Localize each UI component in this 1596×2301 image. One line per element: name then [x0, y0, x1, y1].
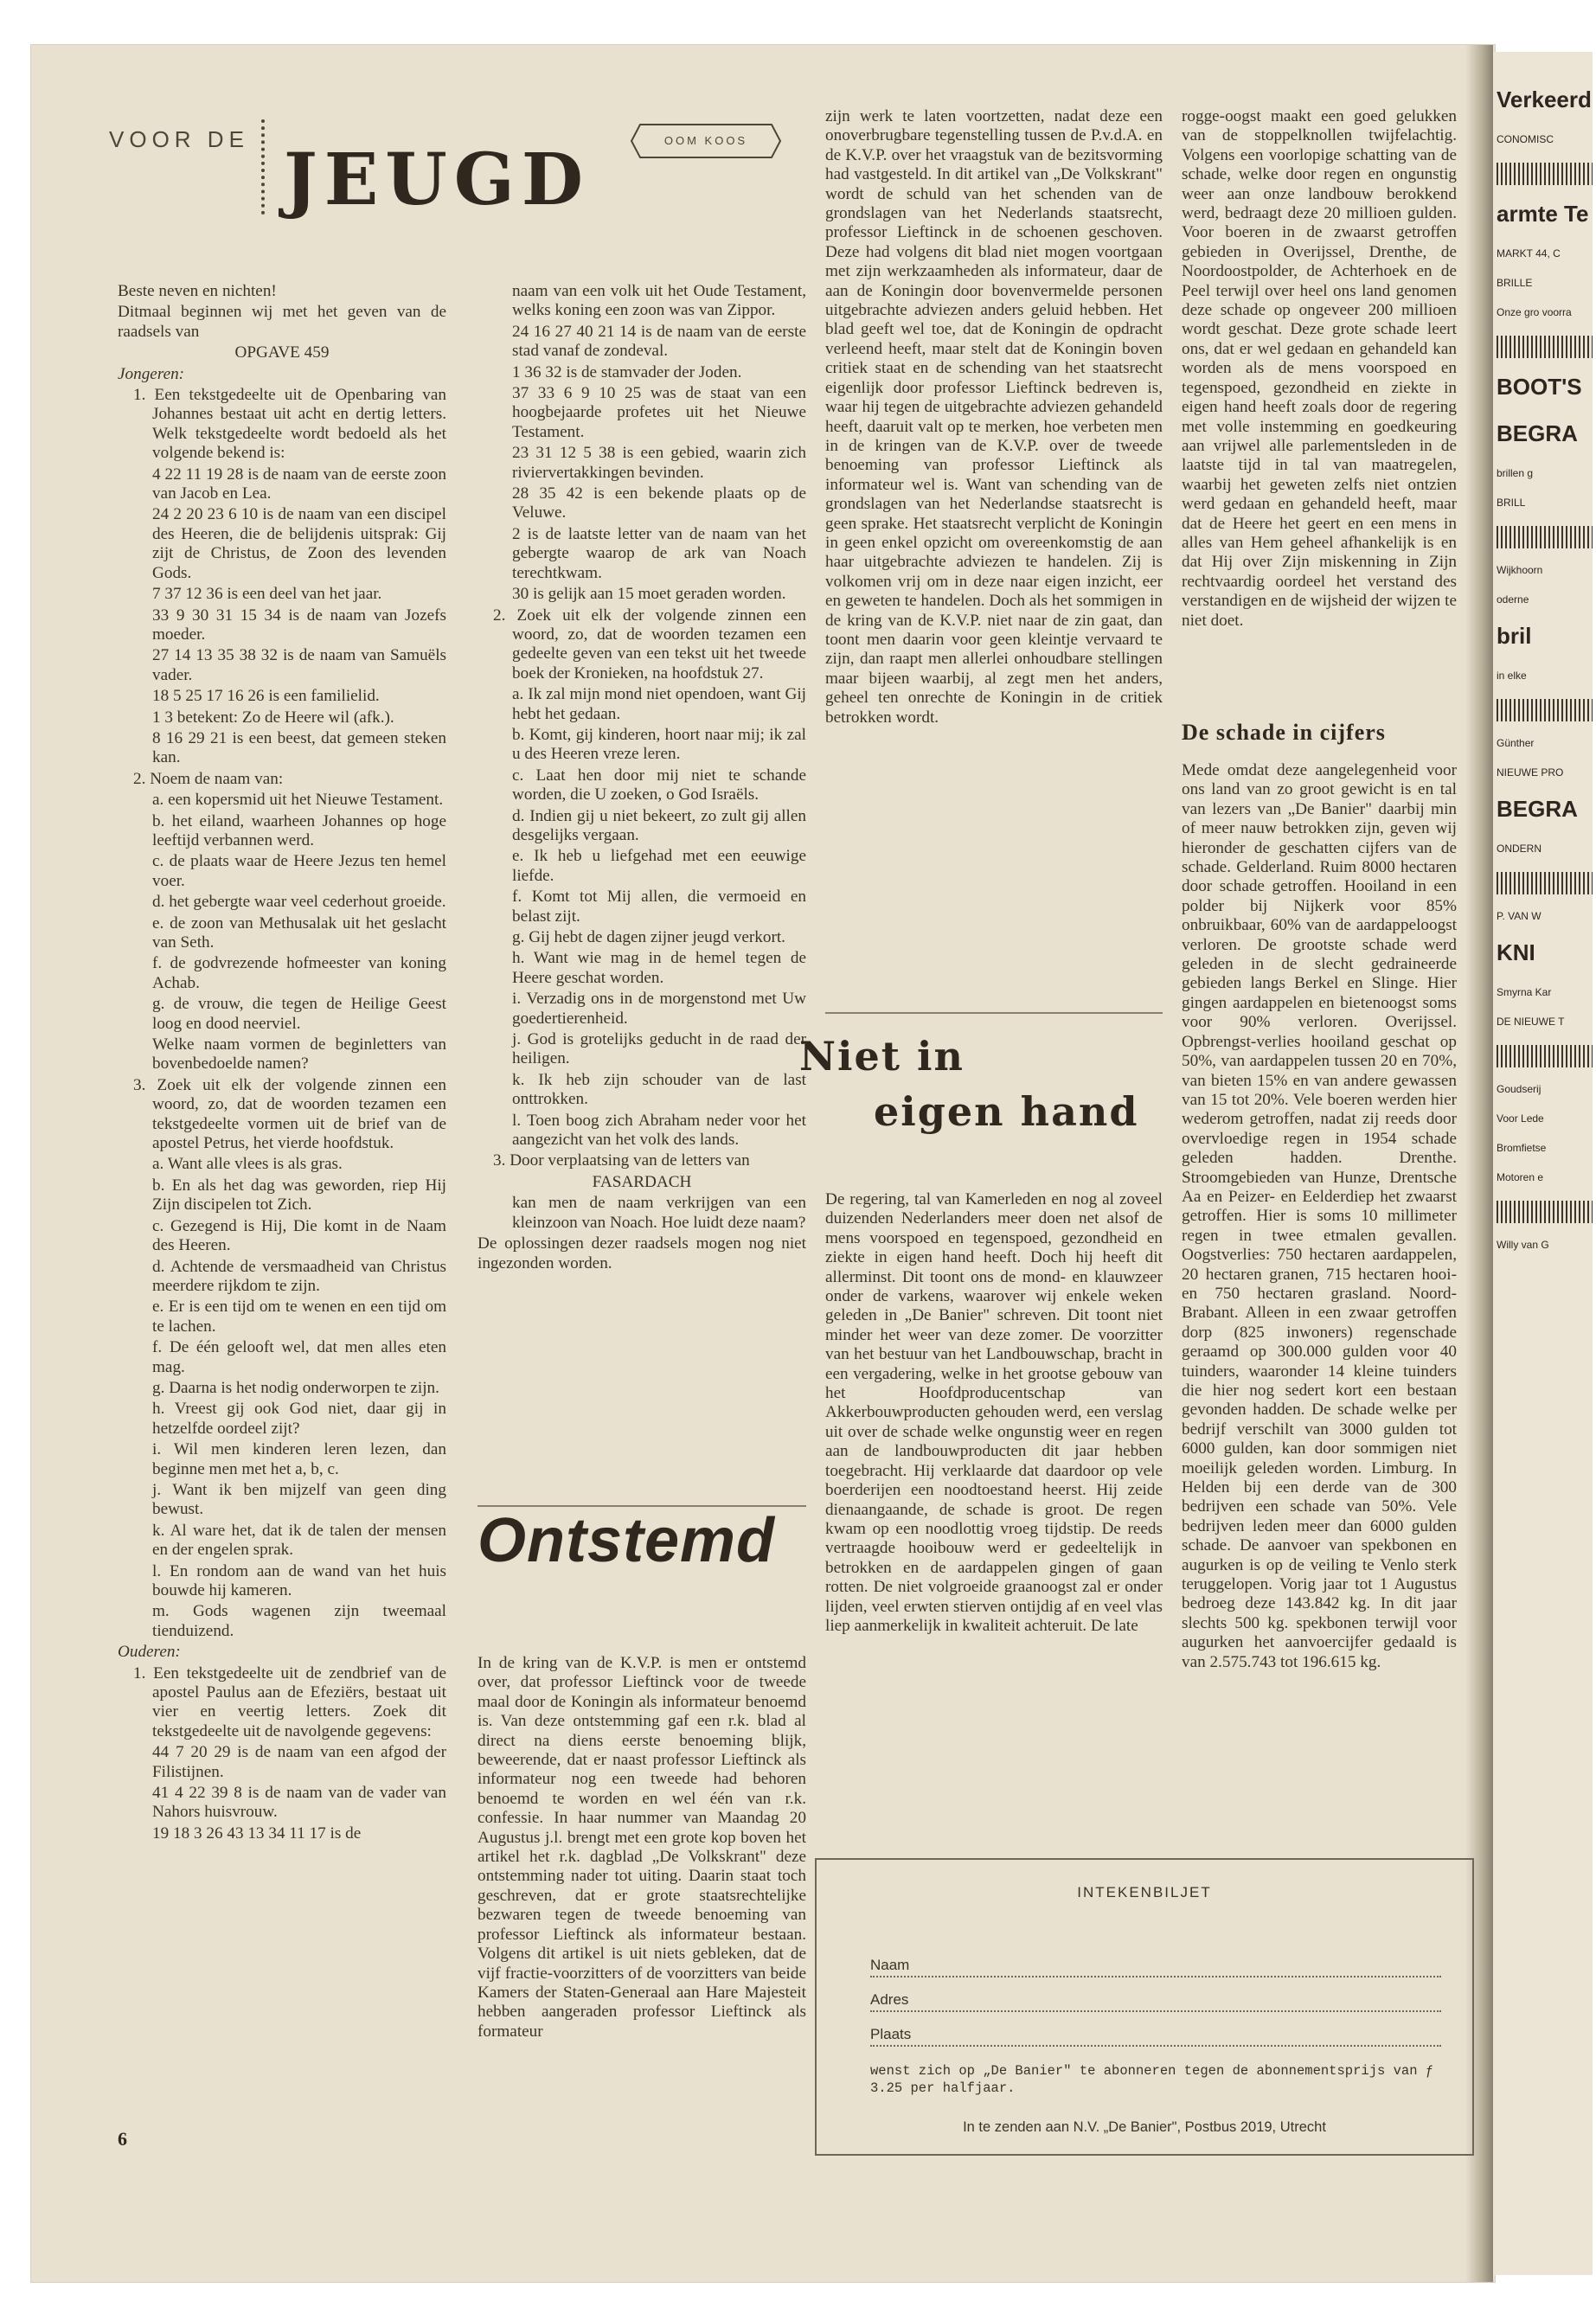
ad-text: KNI — [1497, 939, 1535, 965]
puzzle-line: 41 4 22 39 8 is de naam van de vader van Nahors huisvrouw. — [152, 1784, 446, 1822]
puzzle-line: 2. Noem de naam van: — [133, 769, 284, 788]
puzzle-line: l. Toen boog zich Abraham neder voor het aangezicht van het volk des lands. — [512, 1111, 806, 1150]
jeugd-column-1 — [118, 282, 446, 1845]
ad-text: armte Te — [1497, 201, 1589, 227]
oom-koos-badge — [630, 123, 782, 159]
ad-text: BEGRA — [1497, 420, 1578, 446]
ad-text: Smyrna Kar — [1497, 986, 1552, 998]
coupon-naam-field — [870, 1957, 1441, 1977]
coupon-note: wenst zich op „De Banier" te abonneren tegen de abonnementsprijs van ƒ 3.25 per halfjaar. — [870, 2063, 1434, 2096]
coupon-plaats-field — [870, 2026, 1441, 2047]
puzzle-line: OPGAVE 459 — [234, 343, 330, 362]
ad-border-pattern — [1497, 1201, 1593, 1223]
puzzle-line: c. Laat hen door mij niet te schande worden, die U zoeken, o God Israëls. — [512, 766, 806, 804]
ad-text: Motoren e — [1497, 1171, 1544, 1183]
puzzle-line: g. Gij hebt de dagen zijner jeugd verkort. — [512, 928, 785, 946]
puzzle-line: 1. Een tekstgedeelte uit de Openbaring van Johannes bestaat uit acht en dertig letters. Welk tekstgedeelte wordt bedoeld als het volgende bekend is: — [133, 386, 446, 463]
ad-text: DE NIEUWE T — [1497, 1016, 1565, 1028]
puzzle-line: g. de vrouw, die tegen de Heilige Geest loog en dood neerviel. — [152, 995, 446, 1033]
puzzle-line: 37 33 6 9 10 25 was de staat van een hoogbejaarde profetes uit het Nieuwe Testament. — [512, 384, 806, 441]
ad-text: bril — [1497, 623, 1532, 649]
headline-niet-in: Niet in — [799, 1033, 965, 1080]
header-dotted-divider — [261, 119, 268, 215]
puzzle-line: 1 3 betekent: Zo de Heere wil (afk.). — [152, 708, 394, 727]
puzzle-line: 18 5 25 17 16 26 is een familielid. — [152, 687, 380, 706]
ad-border-pattern — [1497, 526, 1593, 548]
puzzle-line: k. Ik heb zijn schouder van de last onttrokken. — [512, 1070, 806, 1109]
puzzle-line: 2 is de laatste letter van de naam van het gebergte waarop de ark van Noach terechtkwam. — [512, 524, 806, 582]
puzzle-line: 28 35 42 is een bekende plaats op de Veluwe. — [512, 484, 806, 522]
col4-text: rogge-oogst maakt een goed gelukken van de stoppelknollen twijfelachtig. Volgens een voorlopige schatting van de schade, welke door regen en ongunstig weer aan onze landbouw berokkend werd, bedraagt deze 20 millioen gulden. Voor boeren in de zwaarst getroffen gebieden in Overijssel, Drenthe, de Noordoostpolder, de Achterhoek en de Peel terwijl over heel ons land genomen deze schade op ongeveer 200 millioen wordt geschat. Deze grote schade leert ons, dat er wel gedaan en gehandeld kan worden als de mens voorspoed en tegenspoed, gezondheid en ziekte in eigen hand heeft zoals door de regering met volle instemming en goedkeuring aan vrijwel alle parlementsleden in de laatste tijd in tal van maatregelen, waarbij het geweten zelfs niet ontzien werd gedaan en gehandeld heeft, maar dat de Heere het geert en een mens in alles van Hem geheel afhankelijk is en dat Hij over Zijn miskenning in Zijn rechtvaardig oordeel het verstand des verstandigen en de wijsheid der wijzen te niet doet. — [1182, 107, 1457, 630]
col3-text: zijn werk te laten voortzetten, nadat deze een onoverbrugbare tegenstelling tussen de P.v.d.A. en de K.V.P. over het vraagstuk van de bezitsvorming had vastgesteld. In dit artikel van „De Volkskrant" wordt de schuld van het schenden van de grondslagen van het Nederlands staatsrecht, professor Lieftinck in de schoenen geschoven. Deze had volgens dit blad niet mogen voortgaan met zijn werkzaamheden als informateur, daar de aan de Koningin door bovenvermelde personen uitgebrachte adviezen anders geluid hebben. Het blad geeft wel toe, dat de Koningin de opdracht verleend heeft, maar stelt dat de Koningin boven critiek staat en de schending van het staatsrecht eigenlijk door professor Lieftinck bedreven is, waar hij tegen de uitgebrachte adviezen gehandeld heeft, daaruit valt op te merken, hoe verbeten men in de kringen van de K.V.P. over de tweede benoeming van professor Lieftinck als informateur wel is. Want van schending van de grondslagen van het Nederlandse staatsrecht is geen sprake. Het staatsrecht verplicht de Koningin in geen enkel opzicht om overeenkomstig de aan haar uitgebrachte adviezen te handelen. Zij is volkomen vrij om in deze naar eigen inzicht, eer en geweten te handelen. Doch als het sommigen in de kring van de K.V.P. niet naar de zin gaat, dan toont men daarin voor geen kleintje vervaard te zijn, dan raapt men allerlei onhoudbare stellingen maar bijeen waarbij, al zegt men het anders, geheel ten onrechte de Koningin in de critiek betrokken wordt. — [825, 107, 1163, 727]
ad-border-pattern — [1497, 872, 1593, 894]
ad-text: brillen g — [1497, 467, 1534, 479]
puzzle-line: kan men de naam verkrijgen van een kleinzoon van Noach. Hoe luidt deze naam? — [512, 1194, 806, 1232]
puzzle-line: 24 2 20 23 6 10 is de naam van een discipel des Heeren, die de belijdenis uitsprak: Gij zijt de Christus, de Zoon des levenden Gods. — [152, 505, 446, 582]
coupon-title: INTEKENBILJET — [1077, 1884, 1212, 1900]
plaats-label: Plaats — [870, 2026, 912, 2042]
ad-text: MARKT 44, C — [1497, 247, 1561, 260]
coupon-adres-field — [870, 1991, 1441, 2012]
puzzle-line: 4 22 11 19 28 is de naam van de eerste zoon van Jacob en Lea. — [152, 465, 446, 503]
puzzle-line: f. Komt tot Mij allen, die vermoeid en belast zijt. — [512, 888, 806, 926]
adres-label: Adres — [870, 1991, 909, 2008]
puzzle-line: h. Want wie mag in de hemel tegen de Heere geschat worden. — [512, 949, 806, 987]
puzzle-line: 3. Zoek uit elk der volgende zinnen een woord, zo, dat de woorden tezamen een tekstgedeelte vormen uit de brief van de apostel Petrus, het vierde hoofdstuk. — [133, 1075, 446, 1153]
ad-text: Willy van G — [1497, 1239, 1549, 1251]
ad-text: ONDERN — [1497, 843, 1542, 855]
puzzle-line: a. Want alle vlees is als gras. — [152, 1155, 343, 1174]
ad-text: NIEUWE PRO — [1497, 766, 1564, 779]
niet-in-eigen-hand-article — [825, 1190, 1163, 1638]
ad-text: oderne — [1497, 593, 1529, 606]
jeugd-column-2 — [478, 282, 806, 1275]
puzzle-line: h. Vreest gij ook God niet, daar gij in hetzelfde oordeel zijt? — [152, 1400, 446, 1438]
ad-border-pattern — [1497, 163, 1593, 185]
ontstemd-text: In de kring van de K.V.P. is men er ontstemd over, dat professor Lieftinck voor de tweede maal door de Koningin als informateur benoemd is. Van deze ontstemming gaf een r.k. blad al direct na diens eerste benoeming blijk, beweerende, dat er naast professor Lieftinck als informateur nog een tweede had behoren benoemd te worden en wel één van r.k. confessie. In haar nummer van Maandag 20 Augustus j.l. brengt met een grote kop boven het artikel het r.k. dagblad „De Volkskrant" deze ontstemming nader tot uiting. Daarin staat toch geschreven, dat er grote staatsrechtelijke bezwaren tegen de tweede benoeming van professor Lieftinck als informateur bestaan. Volgens dit artikel is uit niets gebleken, dat de vijf fractie-voorzitters of de voorzitters van beide Kamers der Staten-Generaal aan Hare Majesteit hebben aangeraden professor Lieftinck als formateur — [478, 1654, 806, 2041]
headline-ontstemd: Ontstemd — [478, 1506, 776, 1575]
puzzle-line: d. Indien gij u niet bekeert, zo zult gij allen desgelijks vergaan. — [512, 806, 806, 844]
puzzle-line: m. Gods wagenen zijn tweemaal tienduizend. — [152, 1602, 446, 1640]
puzzle-line: 33 9 30 31 15 34 is de naam van Jozefs moeder. — [152, 606, 446, 644]
column-3-rule — [825, 1012, 1163, 1014]
puzzle-line: b. En als het dag was geworden, riep Hij Zijn discipelen tot Zich. — [152, 1176, 446, 1215]
puzzle-line: Jongeren: — [118, 364, 185, 383]
section-header-jeugd: JEUGD — [284, 138, 590, 221]
puzzle-line: 1. Een tekstgedeelte uit de zendbrief van de apostel Paulus aan de Efeziërs, bestaat uit vier en veertig letters. Zoek dit tekstgedeelte uit de navolgende gegevens: — [133, 1663, 446, 1740]
schade-article — [1182, 761, 1457, 1674]
puzzle-line: 2. Zoek uit elk der volgende zinnen een woord, zo, dat de woorden tezamen een gedeelte geven van een tekst uit het tweede boek der Kronieken, na hoofdstuk 27. — [493, 606, 806, 683]
puzzle-line: l. En rondom aan de wand van het huis bouwde hij kameren. — [152, 1561, 446, 1599]
puzzle-line: Beste neven en nichten! — [118, 282, 277, 300]
next-page-ads-strip — [1493, 52, 1593, 2275]
ad-text: BRILL — [1497, 497, 1526, 509]
puzzle-line: 3. Door verplaatsing van de letters van — [493, 1151, 750, 1170]
puzzle-line: 44 7 20 29 is de naam van een afgod der Filistijnen. — [152, 1743, 446, 1781]
puzzle-line: e. Er is een tijd om te wenen en een tijd om te lachen. — [152, 1298, 446, 1336]
ad-text: P. VAN W — [1497, 910, 1542, 922]
puzzle-line: e. de zoon van Methusalak uit het geslacht van Seth. — [152, 913, 446, 952]
niet-in-eigen-hand-text: De regering, tal van Kamerleden en nog al zoveel duizenden Nederlanders meer doen net alsof de mens voorspoed en tegenspoed, gezondheid en ziekte in eigen hand heeft. Doch hij heeft dit allerminst. Dit toont ons de mond- en klauwzeer onder de varkens, waarover wij enkele weken geleden in „De Banier" schreven. Dit toont niet minder het weer van deze zomer. De voorzitter van het bestuur van het Landbouwschap, bracht in een vergadering, welke in het grootse gebouw van het Hoofdproducentschap van Akkerbouwproducten gehouden werd, een verslag uit over de schade welke ongunstig weer en regen aan de landbouwproducten dit jaar hebben toegebracht. Hij verklaarde dat daardoor op vele boerderijen een noodtoestand heerst. Hij zeide dienaangaande, de schade is groot. De regen kwam op een noodlottig vroeg tijdstip. De reeds vertraagde hooibouw werd er gedeeltelijk in betrokken en de aardappelen gingen of gaan rotten. De niet volgroeide graanoogst zal er onder lijden, veel erwten stierven ontijdig af en veel vlas liep aanmerkelijk in kwaliteit achteruit. De late — [825, 1190, 1163, 1635]
puzzle-line: FASARDACH — [592, 1172, 692, 1191]
puzzle-line: 1 36 32 is de stamvader der Joden. — [512, 362, 742, 381]
puzzle-line: 24 16 27 40 21 14 is de naam van de eerste stad vanaf de zondeval. — [512, 322, 806, 361]
puzzle-line: d. Achtende de versmaadheid van Christus meerdere rijkdom te zijn. — [152, 1257, 446, 1295]
ad-text: Bromfietse — [1497, 1142, 1547, 1154]
naam-label: Naam — [870, 1957, 910, 1973]
ad-border-pattern — [1497, 1045, 1593, 1067]
ad-text: BEGRA — [1497, 796, 1578, 822]
puzzle-line: naam van een volk uit het Oude Testament, welks koning een zoon was van Zippor. — [512, 282, 806, 320]
schade-text: Mede omdat deze aangelegenheid voor ons land van zo groot gewicht is en tal van lezers van „De Banier" daarbij min of meer nauw betrokken zijn, geven wij hieronder de geschatten cijfers van de schade. Gelderland. Ruim 8000 hectaren door schade getroffen. Hooiland in een polder bij Nijkerk voor 85% onbruikbaar, 60% van de aardappeloogst verloren. De grootste schade werd geleden in de slecht gedraineerde gebieden langs Berkel en Slinge. Hier gingen aardappelen en bietenoogst soms voor 90% verloren. Overijssel. Opbrengst-verlies hooiland geschat op 50%, van aardappelen tussen 20 en 70%, van bieten 15% en van andere gewassen van 15 tot 20%. Vele boeren werden hier wederom getroffen, nadat zij reeds door overvloedige regen in 1954 schade geleden hadden. Drenthe. Stroomgebieden van Hunze, Drentsche Aa en Peizer- en Eelderdiep het zwaarst getroffen. Hier is soms 10 millimeter regen in twee etmalen gevallen. Oogstverlies: 750 hectaren aardappelen, 20 hectaren granen, 715 hectaren hooi- en 750 hectaren grasland. Noord-Brabant. Alleen in een zwaar getroffen dorp (825 inwoners) regenschade geraamd op 300.000 gulden voor 40 tuinders, waaronder 14 kleine tuinders die hier nog sedert kort een bestaan gevonden hadden. De schade welke per bedrijf verschilt van 3000 gulden tot 6000 gulden, kan door sommigen niet moeilijk geleden worden. Limburg. In Helden bij een derde van de 300 bedrijven een schade van 50%. Vele bedrijven leden meer dan 6000 gulden schade. De aanvoer van spekbonen en augurken is op de veiling te Venlo sterk teruggelopen. Vorig jaar tot 1 Augustus bedroeg deze 143.842 kg. In dit jaar slechts 500 kg. spekbonen terwijl voor augurken het aanvoercijfer gedaald is van 2.575.743 tot 196.615 kg. — [1182, 761, 1457, 1671]
headline-eigen-hand: eigen hand — [874, 1088, 1139, 1135]
coupon-send-address: In te zenden aan N.V. „De Banier", Postbus 2019, Utrecht — [963, 2119, 1326, 2135]
puzzle-line: g. Daarna is het nodig onderworpen te zijn. — [152, 1378, 439, 1397]
ad-text: in elke — [1497, 670, 1527, 682]
ontstemd-article — [478, 1654, 806, 2043]
puzzle-line: j. God is grotelijks geducht in de raad der heiligen. — [512, 1030, 806, 1068]
page-number: 6 — [118, 2128, 127, 2150]
puzzle-line: Welke naam vormen de beginletters van bovenbedoelde namen? — [152, 1035, 446, 1074]
puzzle-line: c. Gezegend is Hij, Die komt in de Naam des Heeren. — [152, 1216, 446, 1255]
puzzle-line: 30 is gelijk aan 15 moet geraden worden. — [512, 585, 786, 604]
puzzle-line: a. Ik zal mijn mond niet opendoen, want Gij hebt het gedaan. — [512, 685, 806, 723]
puzzle-line: De oplossingen dezer raadsels mogen nog niet ingezonden worden. — [478, 1234, 806, 1272]
puzzle-line: 7 37 12 36 is een deel van het jaar. — [152, 585, 382, 604]
ad-text: Voor Lede — [1497, 1112, 1544, 1125]
puzzle-line: c. de plaats waar de Heere Jezus ten hemel voer. — [152, 852, 446, 890]
ad-text: Günther — [1497, 737, 1535, 749]
puzzle-line: e. Ik heb u liefgehad met een eeuwige liefde. — [512, 847, 806, 885]
puzzle-line: Ouderen: — [118, 1643, 181, 1662]
puzzle-line: b. het eiland, waarheen Johannes op hoge leeftijd verbannen werd. — [152, 811, 446, 849]
puzzle-line: i. Verzadig ons in de morgenstond met Uw goedertierenheid. — [512, 990, 806, 1028]
ad-text: CONOMISC — [1497, 133, 1554, 145]
puzzle-line: 23 31 12 5 38 is een gebied, waarin zich riviervertakkingen bevinden. — [512, 444, 806, 482]
ad-border-pattern — [1497, 336, 1593, 358]
puzzle-line: a. een kopersmid uit het Nieuwe Testament. — [152, 791, 444, 810]
ad-text: Goudserij — [1497, 1083, 1542, 1095]
ad-text: Wijkhoorn — [1497, 564, 1543, 576]
puzzle-line: d. het gebergte waar veel cederhout groeide. — [152, 893, 446, 912]
puzzle-line: 27 14 13 35 38 32 is de naam van Samuëls vader. — [152, 646, 446, 684]
ad-text: Onze gro voorra — [1497, 306, 1572, 318]
ad-text: BRILLE — [1497, 277, 1533, 289]
puzzle-line: k. Al ware het, dat ik de talen der mensen en der engelen sprak. — [152, 1521, 446, 1560]
puzzle-line: f. De één gelooft wel, dat men alles eten mag. — [152, 1338, 446, 1376]
niet-in-eigen-hand-continued — [1182, 107, 1457, 632]
oom-koos-label: OOM KOOS — [663, 134, 748, 147]
puzzle-line: 8 16 29 21 is een beest, dat gemeen steken kan. — [152, 728, 446, 767]
puzzle-line: j. Want ik ben mijzelf van geen ding bewust. — [152, 1480, 446, 1519]
puzzle-line: f. de godvrezende hofmeester van koning Achab. — [152, 954, 446, 992]
ad-text: Verkeerd — [1497, 87, 1592, 112]
ad-text: BOOT'S — [1497, 374, 1582, 400]
puzzle-line: i. Wil men kinderen leren lezen, dan beginne men met het a, b, c. — [152, 1440, 446, 1478]
ontstemd-continued — [825, 107, 1163, 729]
puzzle-line: 19 18 3 26 43 13 34 11 17 is de — [152, 1823, 362, 1843]
subhead-schade-in-cijfers: De schade in cijfers — [1182, 720, 1386, 745]
subscription-coupon — [815, 1858, 1474, 2156]
puzzle-line: b. Komt, gij kinderen, hoort naar mij; ik zal u des Heeren vreze leren. — [512, 725, 806, 764]
section-header-voor-de: VOOR DE — [109, 126, 249, 152]
ad-border-pattern — [1497, 699, 1593, 721]
puzzle-line: Ditmaal beginnen wij met het geven van de raadsels van — [118, 303, 446, 341]
